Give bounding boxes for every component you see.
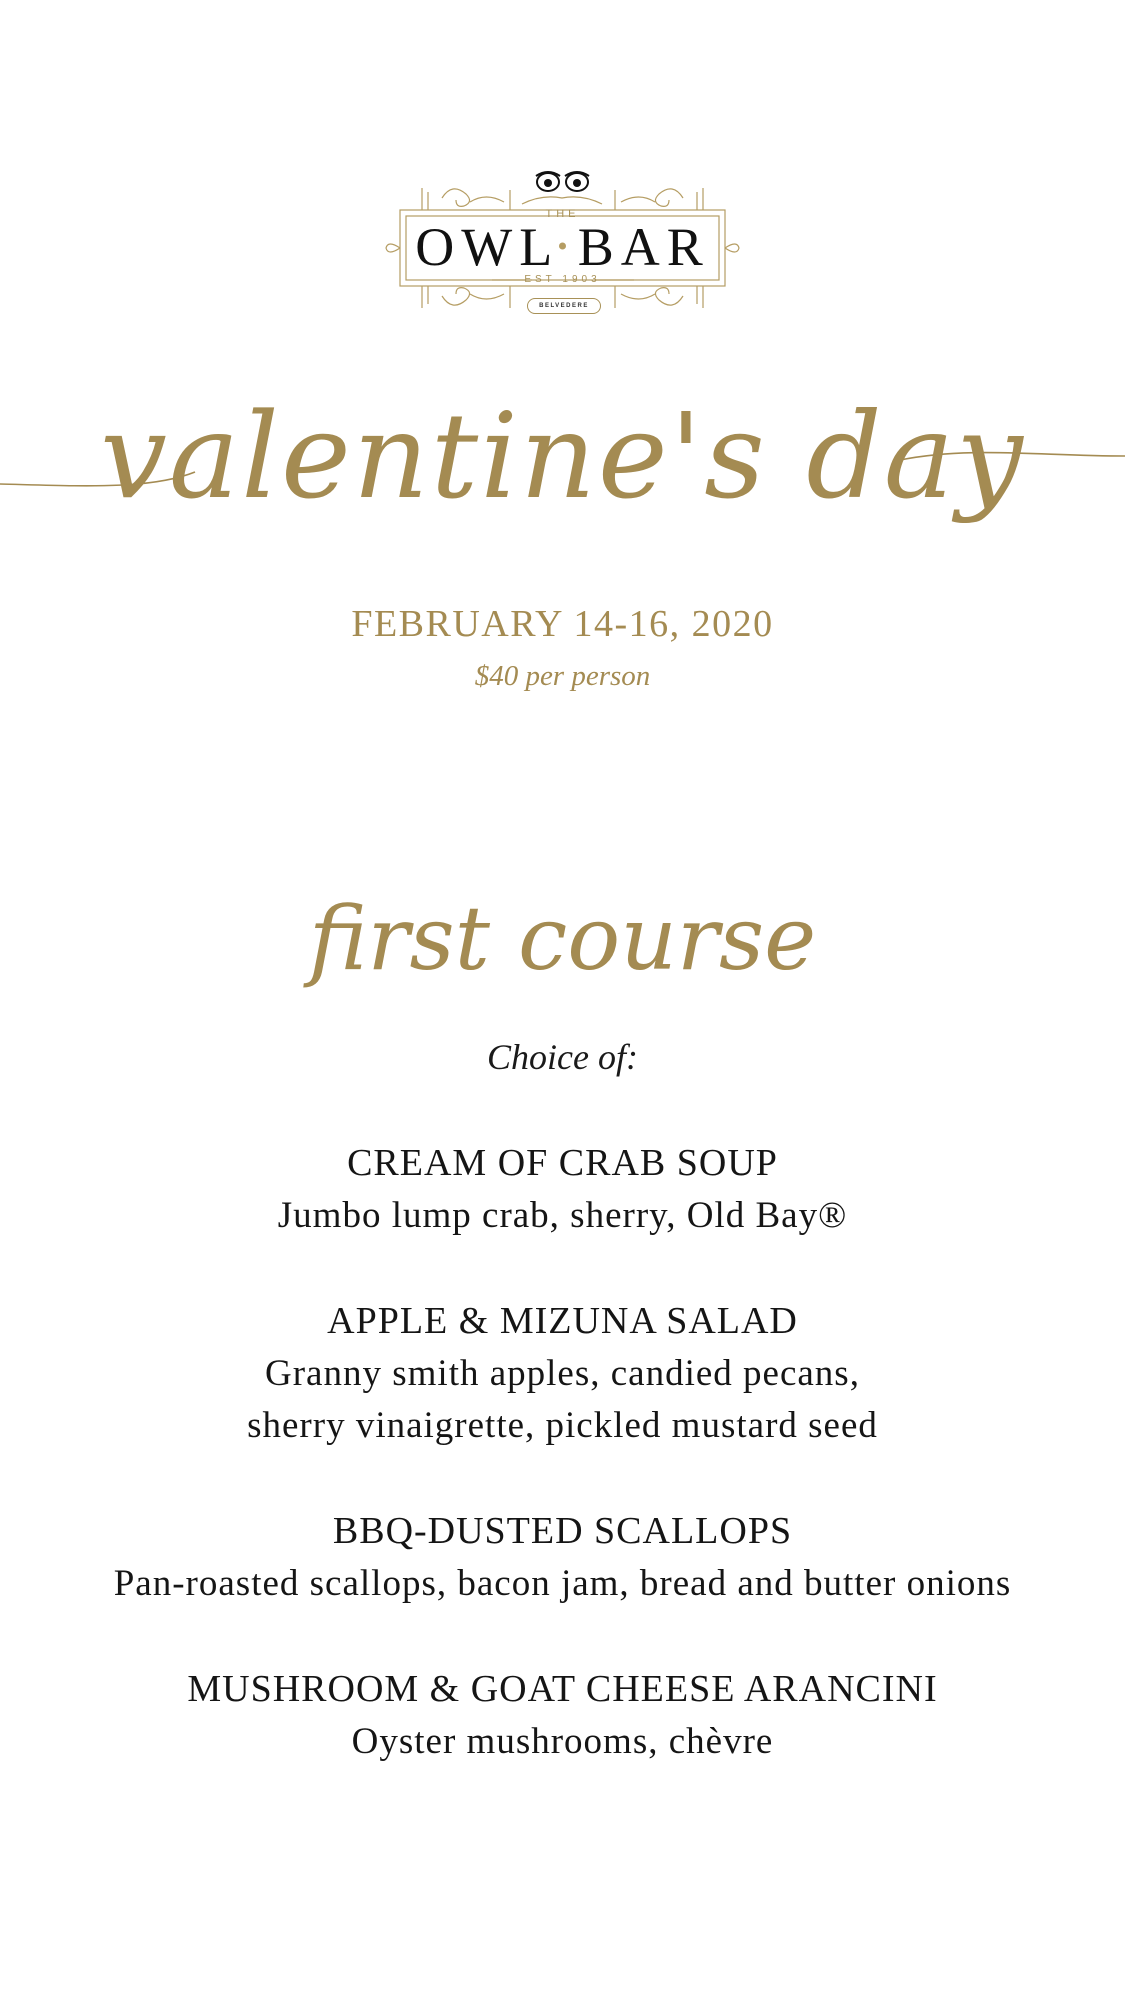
owl-eyes-icon	[536, 172, 589, 191]
event-price: $40 per person	[474, 660, 651, 692]
dish-description: Granny smith apples, candied pecans,	[265, 1353, 860, 1394]
dish-description: Jumbo lump crab, sherry, Old Bay®	[277, 1195, 848, 1236]
course-title: first course	[308, 887, 817, 990]
logo-the-text: THE	[545, 208, 580, 220]
logo-est-text: EST 1903	[524, 274, 601, 285]
dish-item	[0, 1294, 1125, 1452]
dish-item	[0, 1662, 1125, 1768]
owl-bar-logo	[382, 168, 743, 320]
dish-description: Oyster mushrooms, chèvre	[351, 1721, 774, 1762]
event-dates: FEBRUARY 14-16, 2020	[351, 603, 774, 645]
course-subtitle: Choice of:	[487, 1037, 638, 1077]
dish-name: APPLE & MIZUNA SALAD	[327, 1300, 798, 1342]
dish-description: Pan-roasted scallops, bacon jam, bread and butter onions	[113, 1563, 1012, 1604]
dish-name: CREAM OF CRAB SOUP	[347, 1142, 778, 1184]
dish-item	[0, 1136, 1125, 1242]
title-block	[0, 360, 1125, 580]
dish-item	[0, 1504, 1125, 1610]
dish-name: BBQ-DUSTED SCALLOPS	[332, 1510, 793, 1552]
logo-badge-text: BELVEDERE	[527, 298, 601, 314]
page-title: valentine's day	[100, 387, 1025, 525]
logo-name-text: OWL BAR	[415, 217, 710, 277]
dish-name: MUSHROOM & GOAT CHEESE ARANCINI	[187, 1668, 938, 1710]
dish-description: sherry vinaigrette, pickled mustard seed	[247, 1405, 878, 1446]
